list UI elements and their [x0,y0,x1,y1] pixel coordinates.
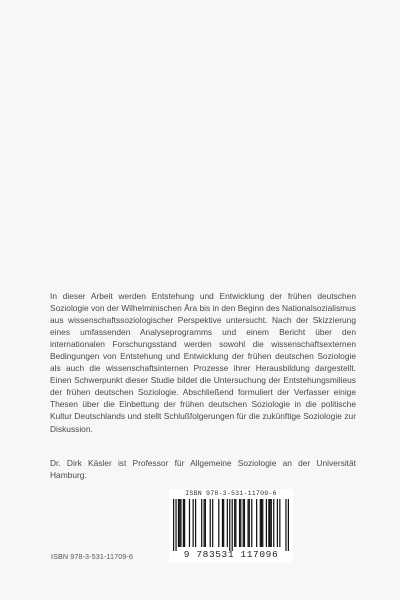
barcode-bar [232,499,233,551]
barcode-isbn-label: ISBN 978-3-531-11709-6 [185,490,277,497]
barcode-block [169,489,293,563]
barcode-bar [223,499,224,547]
barcode-bar [239,499,240,547]
barcode-bar [279,499,280,547]
barcode-bar [178,499,179,547]
author-note: Dr. Dirk Käsler ist Professor für Allgemeine Soziologie an der Universität Hamburg. [50,458,356,481]
barcode-bar [183,499,184,547]
barcode-bar [193,499,194,547]
barcode-bar [184,499,185,547]
barcode-bar [271,499,272,547]
barcode-bar [234,499,235,547]
barcode-bar [195,499,196,547]
barcode-bar [247,499,248,547]
barcode-bar [227,499,228,547]
barcode-bar [235,499,236,547]
barcode-bar [268,499,269,547]
barcode-bar [240,499,241,547]
barcode-bars [173,499,289,551]
barcode-bar [179,499,180,547]
barcode-bar [173,499,174,551]
barcode-bar [277,499,278,547]
barcode-bar [288,499,289,551]
barcode-bar [243,499,244,547]
barcode-bar [251,499,252,547]
barcode-bar [204,499,205,547]
barcode-bar [273,499,274,547]
barcode-bar [222,499,223,547]
barcode-bar [256,499,257,547]
barcode-bar [189,499,190,547]
barcode-bar [218,499,219,547]
barcode-bar [175,499,176,551]
barcode-bar [212,499,213,547]
barcode-bar [260,499,261,547]
barcode-bar [210,499,211,547]
barcode-bar [266,499,267,547]
barcode-bar [201,499,202,547]
barcode-digits: 9 783531 117096 [183,549,279,560]
barcode-bar [261,499,262,547]
barcode-bar [244,499,245,547]
isbn-footer: ISBN 978-3-531-11709-6 [51,552,133,561]
barcode-bar [249,499,250,547]
barcode-bar [262,499,263,547]
barcode-bar [229,499,230,551]
barcode-bar [269,499,270,547]
barcode-bar [285,499,286,551]
barcode-bar [180,499,181,547]
abstract-paragraph: In dieser Arbeit werden Entstehung und Entwicklung der frühen deutschen Soziologie von der Wilhelminischen Ära bis in den Beginn des Nationalsozialismus aus wissenschaftssoziologischer Perspektive untersucht. Nach der Skizzierung eines umfassenden Analyseprogramms und einem Bericht über den internationalen Forschungsstand werden sowohl die wissenschaftsexternen Bedingungen von Entstehung und Entwicklung der frühen deutschen Soziologie als auch die wissenschaftsinternen Prozesse ihrer Herausbildung dargestellt. Einen Schwerpunkt dieser Studie bildet die Untersuchung der Entstehungsmilieus der frühen deutschen Soziologie. Abschließend formuliert der Verfasser einige Thesen über die Einbettung der frühen deutschen Soziologie in die politische Kultur Deutschlands und stellt Schlußfolgerungen für die zukünftige Soziologie zur Diskussion. [50,291,356,434]
barcode-bar [205,499,206,547]
